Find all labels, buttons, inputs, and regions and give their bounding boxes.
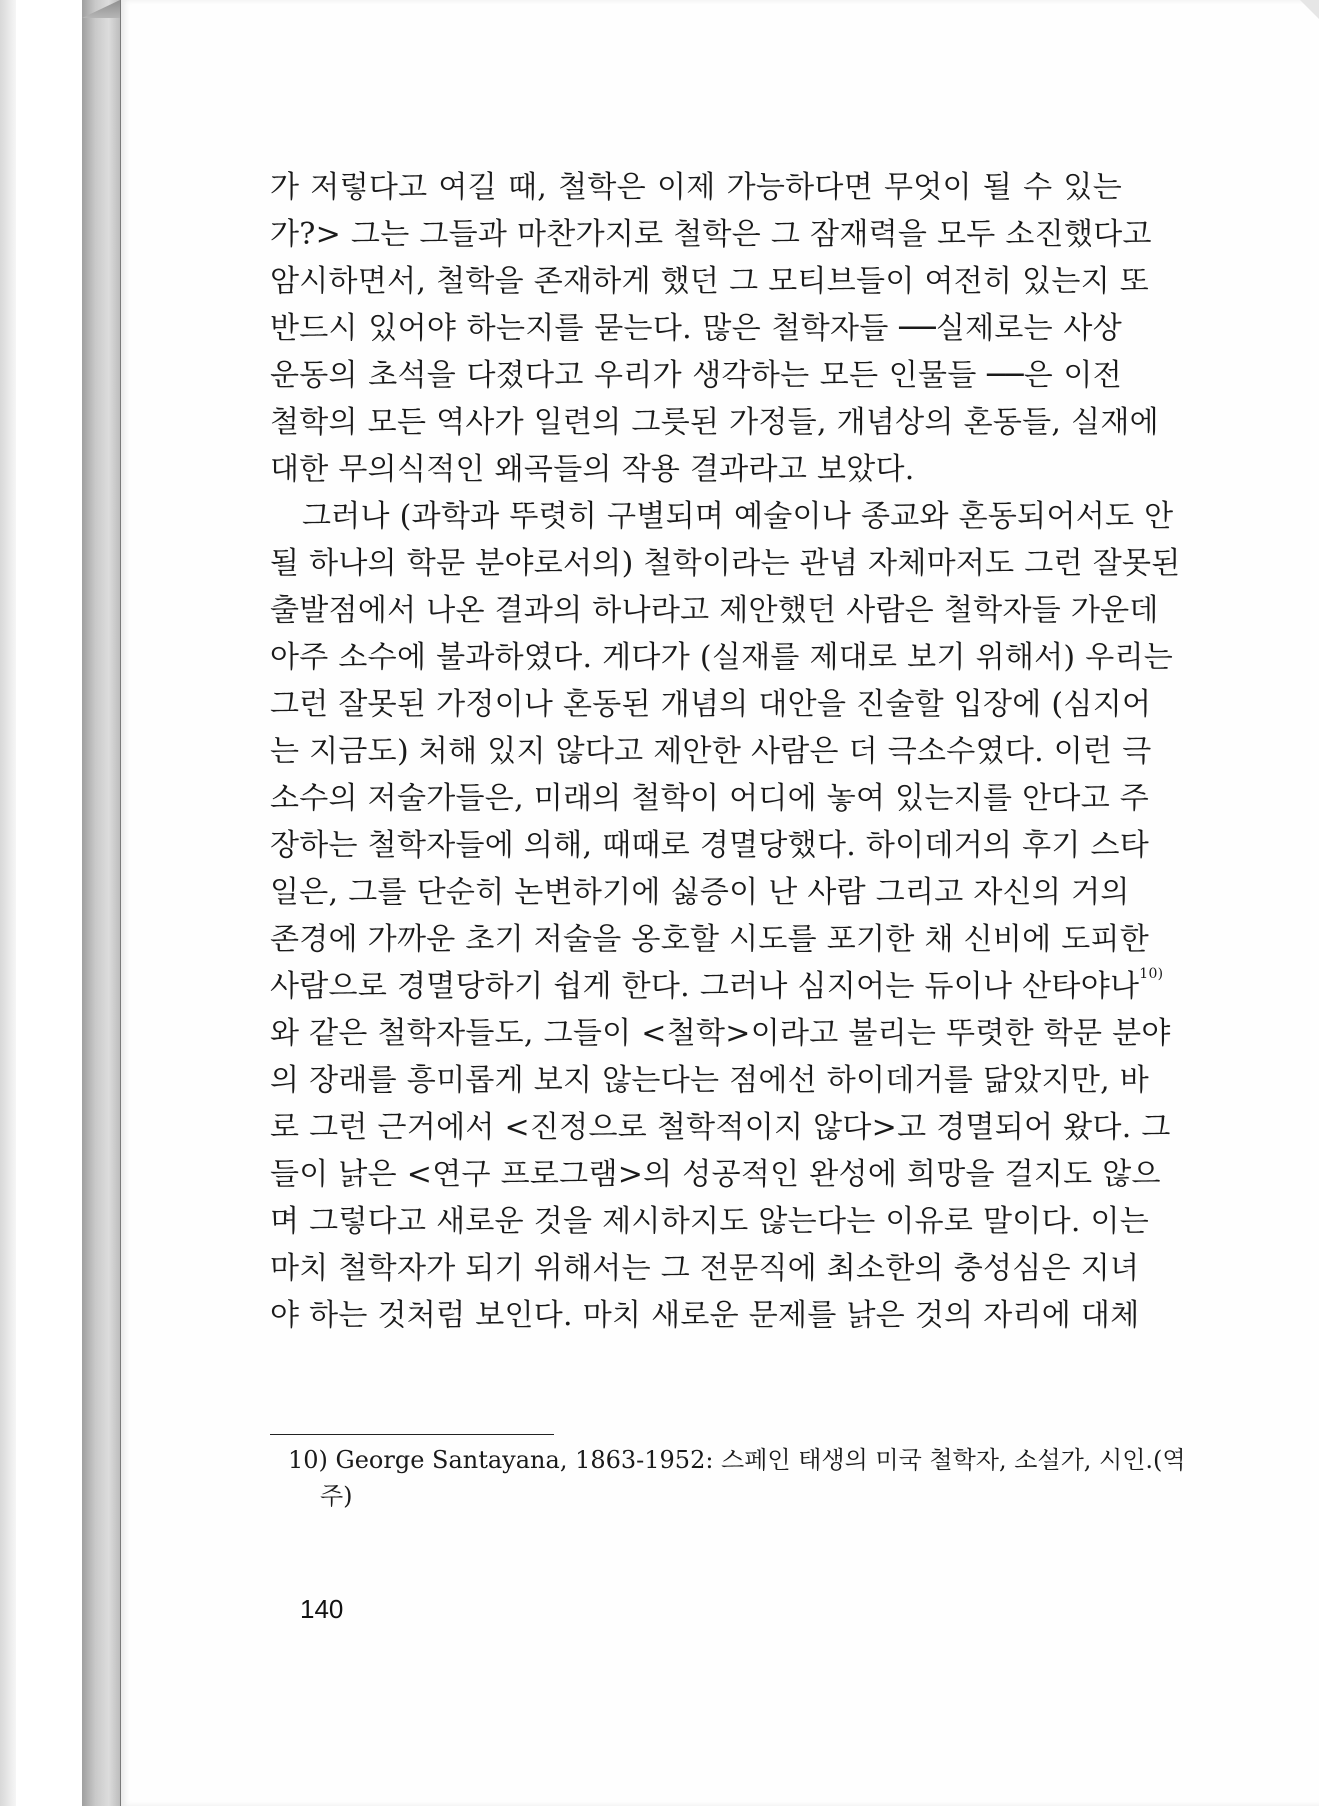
text-line: 아주 소수에 불과하였다. 게다가 (실재를 제대로 보기 위해서) 우리는 bbox=[270, 640, 1174, 675]
text-line: 가 저렇다고 여길 때, 철학은 이제 가능하다면 무엇이 될 수 있는 bbox=[270, 170, 1122, 205]
footnote bbox=[288, 1442, 1186, 1514]
page-corner bbox=[1300, 0, 1319, 20]
text-line: 는 지금도) 처해 있지 않다고 제안한 사람은 더 극소수였다. 이런 극 bbox=[270, 734, 1152, 769]
text-line: 그러나 (과학과 뚜렷히 구별되며 예술이나 종교와 혼동되어서도 안 bbox=[302, 499, 1174, 534]
body-text bbox=[270, 164, 1181, 1339]
footnote-line: 10) George Santayana, 1863-1952: 스페인 태생의 미국 철학자, 소설가, 시인.(역 bbox=[288, 1446, 1186, 1474]
background-shadow bbox=[0, 0, 16, 1806]
page-number: 140 bbox=[300, 1594, 344, 1624]
footnote-reference: 10) bbox=[1139, 966, 1164, 982]
text-line: 반드시 있어야 하는지를 묻는다. 많은 철학자들 ──실제로는 사상 bbox=[270, 311, 1122, 346]
book-page-edges bbox=[82, 0, 120, 1806]
text-line: 존경에 가까운 초기 저술을 옹호할 시도를 포기한 채 신비에 도피한 bbox=[270, 922, 1150, 957]
text-line: 장하는 철학자들에 의해, 때때로 경멸당했다. 하이데거의 후기 스타 bbox=[270, 828, 1150, 863]
footnote-line: 주) bbox=[320, 1482, 353, 1510]
text-line: 야 하는 것처럼 보인다. 마치 새로운 문제를 낡은 것의 자리에 대체 bbox=[270, 1298, 1140, 1333]
text-line: 들이 낡은 <연구 프로그램>의 성공적인 완성에 희망을 걸지도 않으 bbox=[270, 1157, 1161, 1192]
text-line: 그런 잘못된 가정이나 혼동된 개념의 대안을 진술할 입장에 (심지어 bbox=[270, 687, 1152, 722]
text-line: 며 그렇다고 새로운 것을 제시하지도 않는다는 이유로 말이다. 이는 bbox=[270, 1204, 1150, 1239]
footnote-divider bbox=[270, 1434, 554, 1435]
text-line: 철학의 모든 역사가 일련의 그릇된 가정들, 개념상의 혼동들, 실재에 bbox=[270, 405, 1159, 440]
text-line: 일은, 그를 단순히 논변하기에 싫증이 난 사람 그리고 자신의 거의 bbox=[270, 875, 1130, 910]
text-line-with-footnote bbox=[270, 963, 1164, 1010]
text-line: 소수의 저술가들은, 미래의 철학이 어디에 놓여 있는지를 안다고 주 bbox=[270, 781, 1150, 816]
text-line: 대한 무의식적인 왜곡들의 작용 결과라고 보았다. bbox=[270, 452, 915, 487]
text-line: 운동의 초석을 다졌다고 우리가 생각하는 모든 인물들 ──은 이전 bbox=[270, 358, 1122, 393]
text-line: 될 하나의 학문 분야로서의) 철학이라는 관념 자체마저도 그런 잘못된 bbox=[270, 546, 1181, 581]
text-line: 와 같은 철학자들도, 그들이 <철학>이라고 불리는 뚜렷한 학문 분야 bbox=[270, 1016, 1171, 1051]
text-line: 사람으로 경멸당하기 쉽게 한다. 그러나 심지어는 듀이나 산타야나 bbox=[270, 969, 1140, 1004]
text-line: 로 그런 근거에서 <진정으로 철학적이지 않다>고 경멸되어 왔다. 그 bbox=[270, 1110, 1171, 1145]
text-line: 가?> 그는 그들과 마찬가지로 철학은 그 잠재력을 모두 소진했다고 bbox=[270, 217, 1152, 252]
text-line: 의 장래를 흥미롭게 보지 않는다는 점에선 하이데거를 닮았지만, 바 bbox=[270, 1063, 1150, 1098]
text-line: 출발점에서 나온 결과의 하나라고 제안했던 사람은 철학자들 가운데 bbox=[270, 593, 1159, 628]
text-line: 마치 철학자가 되기 위해서는 그 전문직에 최소한의 충성심은 지녀 bbox=[270, 1251, 1140, 1286]
text-line: 암시하면서, 철학을 존재하게 했던 그 모티브들이 여전히 있는지 또 bbox=[270, 264, 1150, 299]
